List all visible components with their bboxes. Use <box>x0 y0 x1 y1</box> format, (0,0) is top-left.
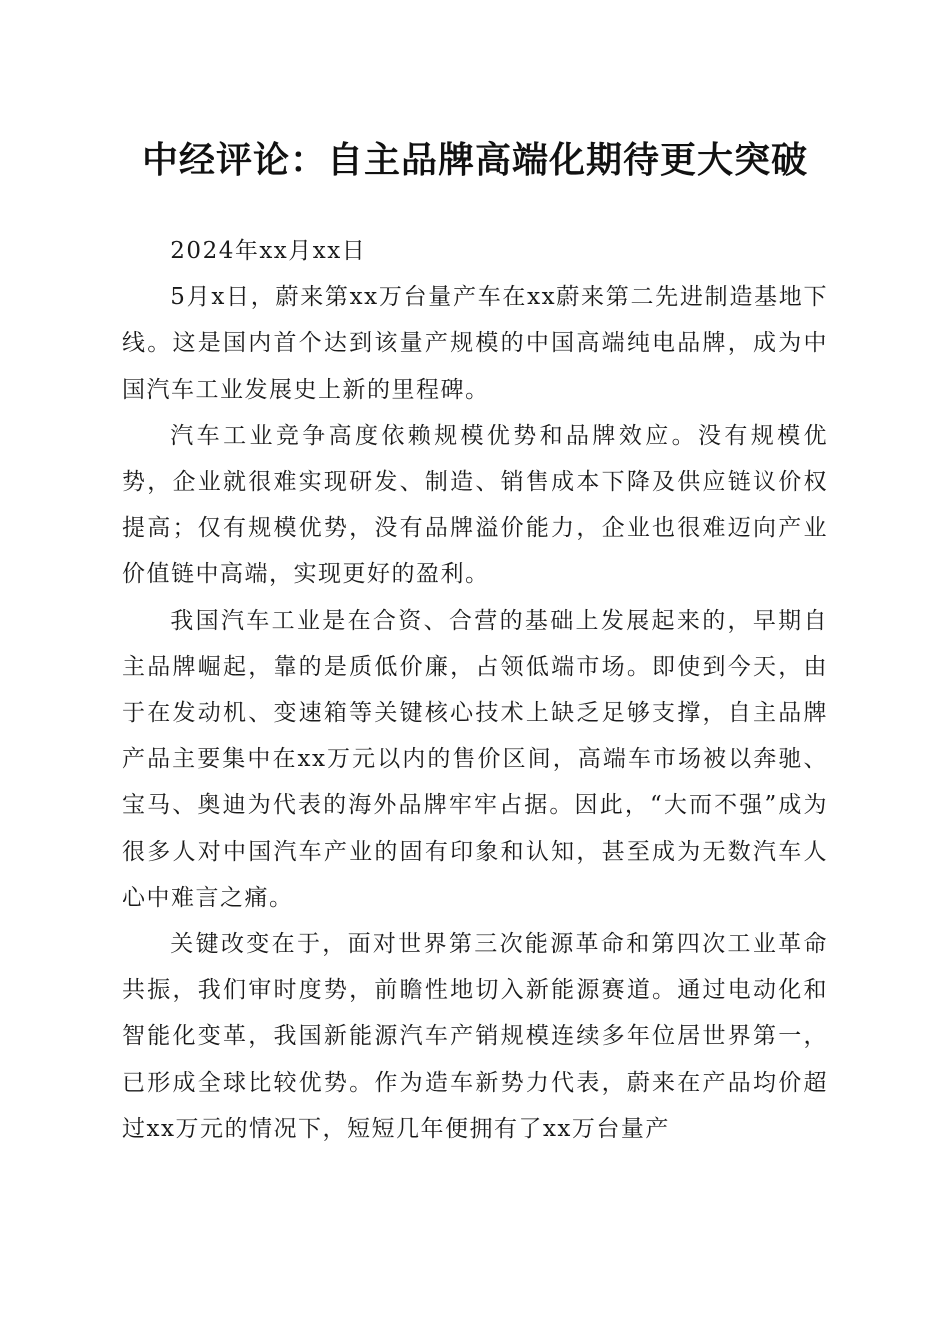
paragraph: 汽车工业竞争高度依赖规模优势和品牌效应。没有规模优势，企业就很难实现研发、制造、销售成本下降及供应链议价权提高；仅有规模优势，没有品牌溢价能力，企业也很难迈向产业价值链中高端，实现更好的盈利。 <box>122 422 828 588</box>
paragraph: 我国汽车工业是在合资、合营的基础上发展起来的，早期自主品牌崛起，靠的是质低价廉，占领低端市场。即使到今天，由于在发动机、变速箱等关键核心技术上缺乏足够支撑，自主品牌产品主要集中在xx万元以内的售价区间，高端车市场被以奔驰、宝马、奥迪为代表的海外品牌牢牢占据。因此，“大而不强”成为很多人对中国汽车产业的固有印象和认知，甚至成为无数汽车人心中难言之痛。 <box>122 607 828 911</box>
paragraph: 5月x日，蔚来第xx万台量产车在xx蔚来第二先进制造基地下线。这是国内首个达到该量产规模的中国高端纯电品牌，成为中国汽车工业发展史上新的里程碑。 <box>122 284 828 403</box>
document-body <box>122 228 828 1152</box>
document-title: 中经评论：自主品牌高端化期待更大突破 <box>141 139 808 181</box>
document-date: 2024年xx月xx日 <box>170 238 367 264</box>
paragraph: 关键改变在于，面对世界第三次能源革命和第四次工业革命共振，我们审时度势，前瞻性地切入新能源赛道。通过电动化和智能化变革，我国新能源汽车产销规模连续多年位居世界第一，已形成全球比较优势。作为造车新势力代表，蔚来在产品均价超过xx万元的情况下，短短几年便拥有了xx万台量产 <box>122 931 828 1142</box>
